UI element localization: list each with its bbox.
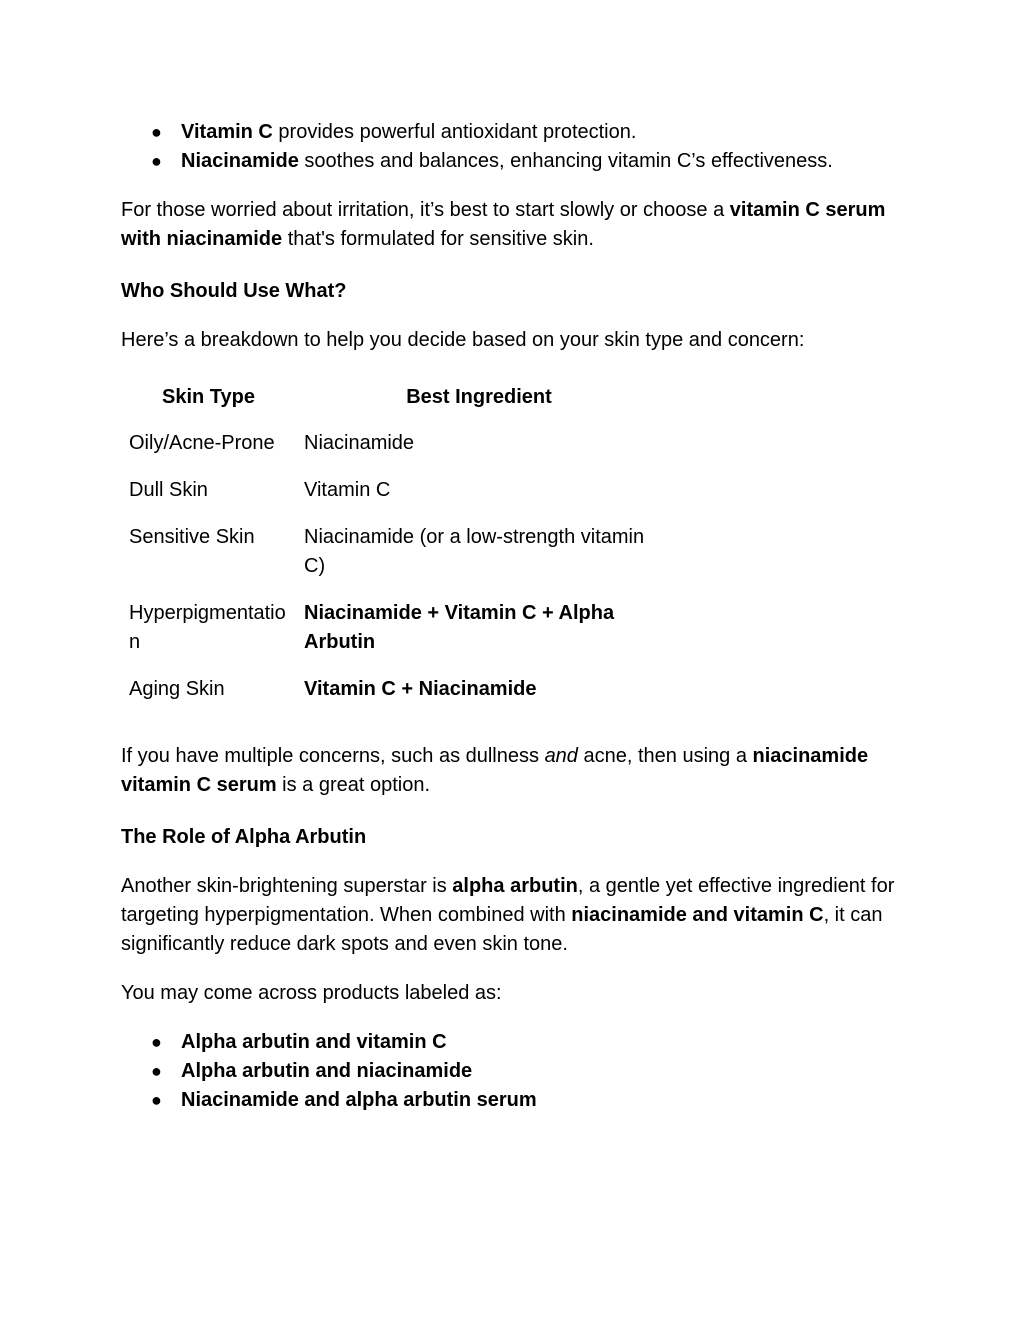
paragraph-text: , a gentle yet effective ingredient for targeting hyperpigmentation. When combined with — [121, 875, 895, 926]
table-cell-ingredient: Niacinamide (or a low-strength vitamin C) — [304, 526, 645, 577]
list-item — [121, 1086, 901, 1115]
product-bullet-list — [121, 1028, 901, 1115]
table-row — [121, 675, 662, 722]
bullet-icon: ● — [151, 151, 162, 171]
table-cell-ingredient: Niacinamide — [304, 432, 415, 454]
bullet-bold-text: Alpha arbutin and niacinamide — [181, 1060, 473, 1082]
table-header-row — [121, 383, 662, 429]
bullet-icon: ● — [151, 1090, 162, 1110]
paragraph-bold-text: alpha arbutin — [452, 875, 578, 897]
table-row — [121, 476, 662, 523]
paragraph-text: acne, then using a — [577, 745, 753, 767]
paragraph-bold-text: vitamin C serum with niacinamide — [121, 199, 886, 250]
paragraph-text: , it can significantly reduce dark spots and even skin tone. — [121, 904, 883, 955]
list-item — [121, 147, 901, 176]
bullet-text: provides powerful antioxidant protection. — [272, 121, 637, 143]
bullet-bold-text: Niacinamide and alpha arbutin serum — [181, 1089, 537, 1111]
paragraph-text: is a great option. — [276, 774, 431, 796]
skin-type-table — [121, 383, 662, 722]
table-cell-ingredient: Vitamin C — [304, 479, 391, 501]
bullet-bold-text: Niacinamide — [181, 150, 299, 172]
irritation-paragraph — [121, 196, 901, 254]
table-header-skin-type: Skin Type — [162, 386, 255, 408]
benefit-bullet-list — [121, 118, 901, 176]
bullet-icon: ● — [151, 1061, 162, 1081]
list-item — [121, 1028, 901, 1057]
table-cell-skin: Sensitive Skin — [129, 526, 255, 548]
section-heading-who: Who Should Use What? — [121, 280, 347, 302]
section-heading-role: The Role of Alpha Arbutin — [121, 826, 367, 848]
paragraph-bold-text: niacinamide vitamin C serum — [121, 745, 869, 796]
bullet-bold-text: Alpha arbutin and vitamin C — [181, 1031, 447, 1053]
arbutin-paragraph — [121, 872, 901, 959]
list-item — [121, 1057, 901, 1086]
paragraph-bold-text: niacinamide and vitamin C — [571, 904, 824, 926]
bullet-bold-text: Vitamin C — [181, 121, 273, 143]
bullet-icon: ● — [151, 1032, 162, 1052]
document-page — [121, 118, 901, 1115]
paragraph-text: that's formulated for sensitive skin. — [282, 228, 594, 250]
breakdown-intro: Here’s a breakdown to help you decide based on your skin type and concern: — [121, 329, 805, 351]
multiple-concerns-paragraph — [121, 742, 901, 800]
table-header-best-ingredient: Best Ingredient — [406, 386, 552, 408]
table-cell-skin: Hyperpigmentation — [129, 602, 286, 653]
paragraph-text: If you have multiple concerns, such as dullness — [121, 745, 545, 767]
list-item — [121, 118, 901, 147]
table-cell-skin: Aging Skin — [129, 678, 225, 700]
paragraph-text: Another skin-brightening superstar is — [121, 875, 453, 897]
table-cell-skin: Oily/Acne-Prone — [129, 432, 275, 454]
table-cell-ingredient: Vitamin C + Niacinamide — [304, 678, 537, 700]
table-row — [121, 523, 662, 599]
table-row — [121, 599, 662, 675]
table-cell-ingredient: Niacinamide + Vitamin C + Alpha Arbutin — [304, 602, 615, 653]
bullet-text: soothes and balances, enhancing vitamin C’s effectiveness. — [298, 150, 833, 172]
table-cell-skin: Dull Skin — [129, 479, 208, 501]
paragraph-italic-text: and — [544, 745, 578, 767]
paragraph-text: For those worried about irritation, it’s best to start slowly or choose a — [121, 199, 730, 221]
bullet-icon: ● — [151, 122, 162, 142]
products-intro: You may come across products labeled as: — [121, 982, 502, 1004]
table-row — [121, 429, 662, 476]
